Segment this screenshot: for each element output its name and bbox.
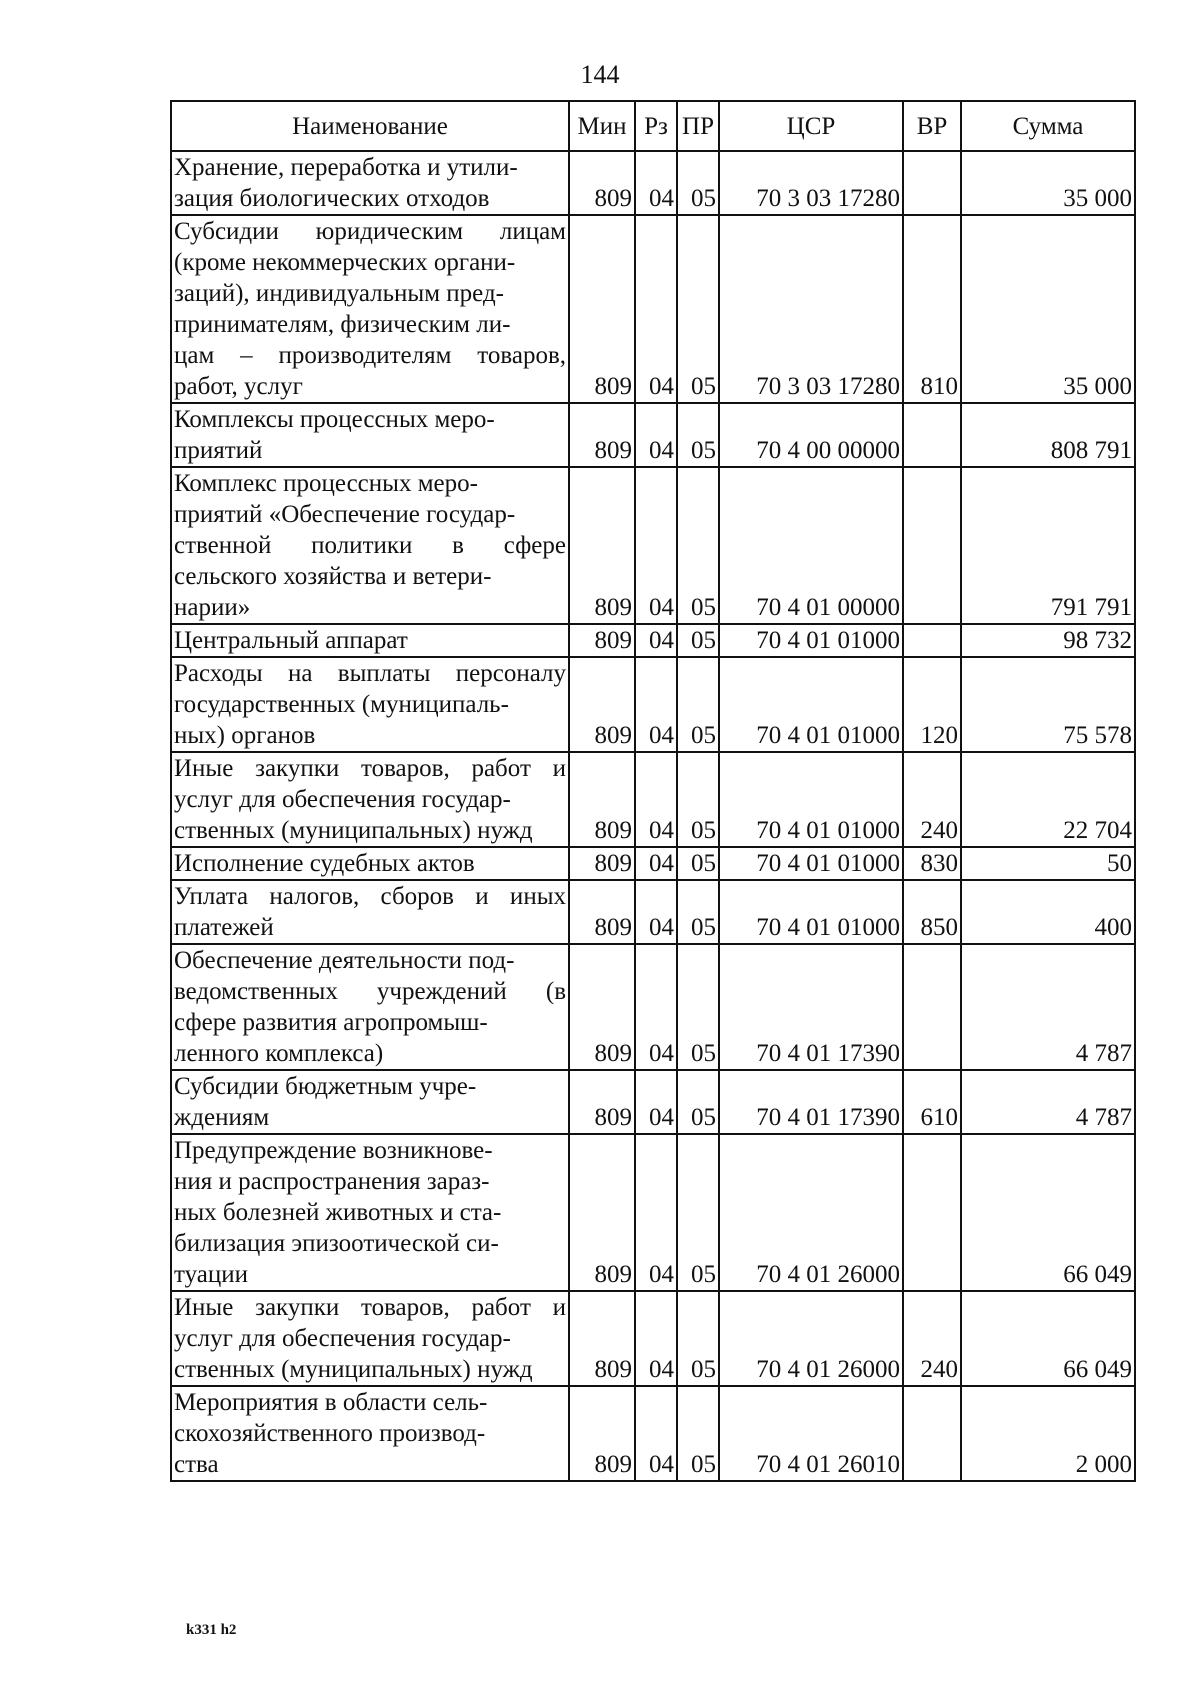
- row-name: Иные закупки товаров, работ и услуг для обеспечения государ- ственных (муниципальных) нужд: [171, 752, 569, 847]
- row-min: 809: [569, 1070, 635, 1134]
- table-row: [171, 657, 1135, 752]
- row-min: 809: [569, 1134, 635, 1291]
- footer-code: k331 h2: [186, 1622, 237, 1638]
- row-rz: 04: [635, 847, 677, 880]
- row-csr: 70 4 01 01000: [719, 880, 903, 944]
- row-pr: 05: [677, 1291, 719, 1386]
- row-sum: 66 049: [961, 1134, 1135, 1291]
- row-name: Предупреждение возникнове- ния и распространения зараз- ных болезней животных и ста- билизация эпизоотической си- туации: [171, 1134, 569, 1291]
- row-name: Исполнение судебных актов: [171, 847, 569, 880]
- header-csr: ЦСР: [719, 101, 903, 151]
- row-csr: 70 4 01 01000: [719, 847, 903, 880]
- row-pr: 05: [677, 1386, 719, 1481]
- table-row: [171, 1070, 1135, 1134]
- row-csr: 70 4 01 26010: [719, 1386, 903, 1481]
- row-rz: 04: [635, 403, 677, 467]
- row-vr: [903, 1134, 961, 1291]
- row-min: 809: [569, 403, 635, 467]
- row-name: Мероприятия в области сель- скохозяйственного производ- ства: [171, 1386, 569, 1481]
- row-rz: 04: [635, 1070, 677, 1134]
- row-name: Комплексы процессных меро- приятий: [171, 403, 569, 467]
- page-number: 144: [580, 60, 620, 89]
- row-sum: 2 000: [961, 1386, 1135, 1481]
- header-vr: ВР: [903, 101, 961, 151]
- row-rz: 04: [635, 1134, 677, 1291]
- row-csr: 70 4 01 00000: [719, 467, 903, 624]
- row-min: 809: [569, 657, 635, 752]
- row-name: Иные закупки товаров, работ и услуг для обеспечения государ- ственных (муниципальных) нужд: [171, 1291, 569, 1386]
- row-pr: 05: [677, 1070, 719, 1134]
- row-pr: 05: [677, 847, 719, 880]
- row-name: Хранение, переработка и утили- зация биологических отходов: [171, 151, 569, 215]
- row-rz: 04: [635, 467, 677, 624]
- row-vr: 610: [903, 1070, 961, 1134]
- row-csr: 70 4 01 01000: [719, 752, 903, 847]
- table-row: [171, 944, 1135, 1070]
- table-row: [171, 467, 1135, 624]
- row-rz: 04: [635, 151, 677, 215]
- row-sum: 400: [961, 880, 1135, 944]
- row-vr: [903, 624, 961, 657]
- row-csr: 70 3 03 17280: [719, 215, 903, 403]
- table-header: [171, 101, 1135, 151]
- row-pr: 05: [677, 624, 719, 657]
- row-min: 809: [569, 624, 635, 657]
- row-pr: 05: [677, 944, 719, 1070]
- row-sum: 791 791: [961, 467, 1135, 624]
- row-rz: 04: [635, 657, 677, 752]
- row-pr: 05: [677, 467, 719, 624]
- row-csr: 70 4 00 00000: [719, 403, 903, 467]
- row-pr: 05: [677, 151, 719, 215]
- table-row: [171, 1386, 1135, 1481]
- row-sum: 4 787: [961, 1070, 1135, 1134]
- row-csr: 70 4 01 17390: [719, 944, 903, 1070]
- table-row: [171, 847, 1135, 880]
- row-sum: 22 704: [961, 752, 1135, 847]
- row-min: 809: [569, 151, 635, 215]
- header-min: Мин: [569, 101, 635, 151]
- row-min: 809: [569, 1291, 635, 1386]
- table-row: [171, 624, 1135, 657]
- header-row: [171, 101, 1135, 151]
- row-name: Расходы на выплаты персоналу государственных (муниципаль- ных) органов: [171, 657, 569, 752]
- row-pr: 05: [677, 403, 719, 467]
- row-rz: 04: [635, 1291, 677, 1386]
- row-name: Субсидии бюджетным учре- ждениям: [171, 1070, 569, 1134]
- row-vr: 810: [903, 215, 961, 403]
- header-rz: Рз: [635, 101, 677, 151]
- row-pr: 05: [677, 657, 719, 752]
- row-sum: 98 732: [961, 624, 1135, 657]
- row-vr: 850: [903, 880, 961, 944]
- row-min: 809: [569, 752, 635, 847]
- row-vr: 120: [903, 657, 961, 752]
- table-row: [171, 151, 1135, 215]
- table-row: [171, 752, 1135, 847]
- row-vr: 830: [903, 847, 961, 880]
- row-sum: 75 578: [961, 657, 1135, 752]
- row-min: 809: [569, 847, 635, 880]
- row-csr: 70 4 01 01000: [719, 657, 903, 752]
- row-pr: 05: [677, 880, 719, 944]
- table-row: [171, 403, 1135, 467]
- row-vr: 240: [903, 1291, 961, 1386]
- row-min: 809: [569, 215, 635, 403]
- row-csr: 70 4 01 26000: [719, 1134, 903, 1291]
- row-pr: 05: [677, 215, 719, 403]
- row-rz: 04: [635, 880, 677, 944]
- row-vr: 240: [903, 752, 961, 847]
- row-name: Обеспечение деятельности под- ведомственных учреждений (в сфере развития агропромыш- ленного комплекса): [171, 944, 569, 1070]
- row-pr: 05: [677, 1134, 719, 1291]
- row-rz: 04: [635, 1386, 677, 1481]
- row-pr: 05: [677, 752, 719, 847]
- row-rz: 04: [635, 752, 677, 847]
- row-csr: 70 4 01 17390: [719, 1070, 903, 1134]
- row-min: 809: [569, 944, 635, 1070]
- row-name: Центральный аппарат: [171, 624, 569, 657]
- header-name: Наименование: [171, 101, 569, 151]
- row-min: 809: [569, 880, 635, 944]
- header-pr: ПР: [677, 101, 719, 151]
- row-name: Комплекс процессных меро- приятий «Обеспечение государ- ственной политики в сфере сельского хозяйства и ветери- нарии»: [171, 467, 569, 624]
- row-min: 809: [569, 467, 635, 624]
- table-body: [171, 151, 1135, 1481]
- row-name: Уплата налогов, сборов и иных платежей: [171, 880, 569, 944]
- budget-table: [170, 100, 1136, 1482]
- row-sum: 35 000: [961, 151, 1135, 215]
- row-sum: 4 787: [961, 944, 1135, 1070]
- row-csr: 70 4 01 01000: [719, 624, 903, 657]
- row-vr: [903, 151, 961, 215]
- row-rz: 04: [635, 215, 677, 403]
- row-vr: [903, 1386, 961, 1481]
- row-csr: 70 4 01 26000: [719, 1291, 903, 1386]
- row-vr: [903, 403, 961, 467]
- row-rz: 04: [635, 944, 677, 1070]
- row-vr: [903, 467, 961, 624]
- row-rz: 04: [635, 624, 677, 657]
- table-row: [171, 1291, 1135, 1386]
- row-sum: 50: [961, 847, 1135, 880]
- table-row: [171, 1134, 1135, 1291]
- row-min: 809: [569, 1386, 635, 1481]
- row-sum: 35 000: [961, 215, 1135, 403]
- header-sum: Сумма: [961, 101, 1135, 151]
- row-csr: 70 3 03 17280: [719, 151, 903, 215]
- table-row: [171, 880, 1135, 944]
- row-sum: 808 791: [961, 403, 1135, 467]
- row-name: Субсидии юридическим лицам (кроме некоммерческих органи- заций), индивидуальным пред- принимателям, физическим ли- цам – производителям товаров, работ, услуг: [171, 215, 569, 403]
- row-vr: [903, 944, 961, 1070]
- row-sum: 66 049: [961, 1291, 1135, 1386]
- table-row: [171, 215, 1135, 403]
